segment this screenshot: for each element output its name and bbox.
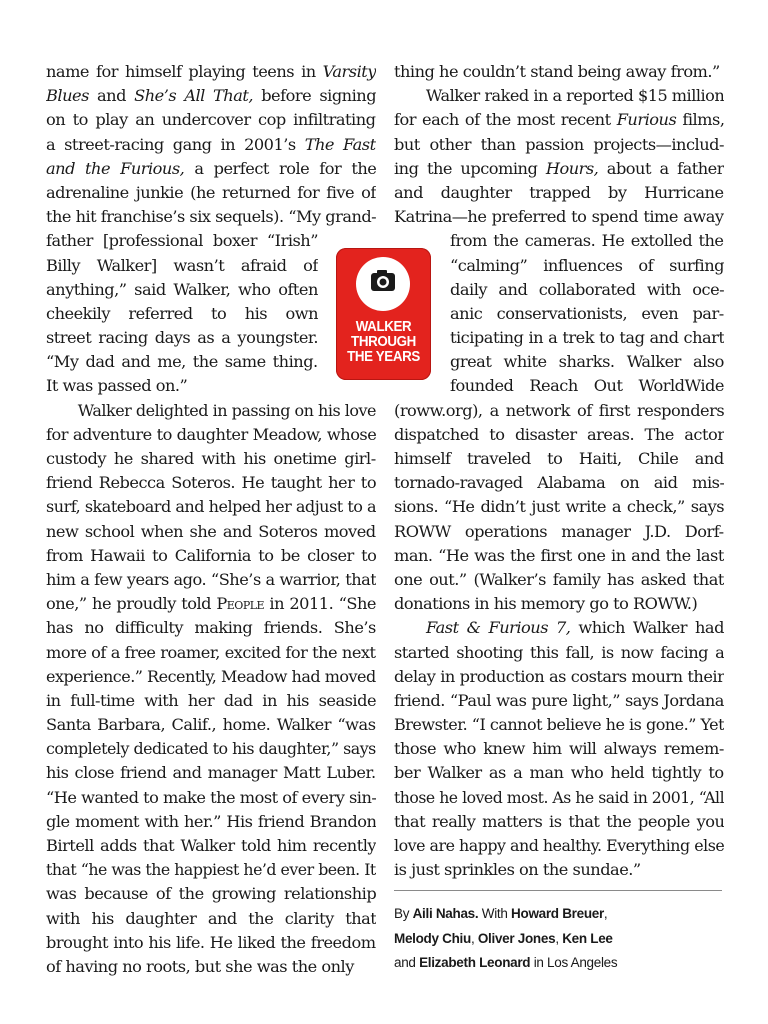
article-line: on to play an undercover cop infiltrating <box>46 110 376 130</box>
article-line: father [professional boxer “Irish” <box>46 231 318 251</box>
article-line: Birtell adds that Walker told him recently <box>46 836 376 855</box>
article-line: more of a free roamer, excited for the next <box>46 642 376 662</box>
article-line: Walker delighted in passing on his love <box>77 400 376 420</box>
article-line: delay in production as costars mourn their <box>394 666 724 686</box>
article-line: friend. “Paul was pure light,” says Jordana <box>394 690 724 710</box>
article-line: Brewster. “I cannot believe he is gone.” Yet <box>394 715 724 735</box>
article-line: for adventure to daughter Meadow, whose <box>46 424 376 444</box>
article-line: donations in his memory go to ROWW.) <box>394 594 698 614</box>
credits-contributor: Melody Chiu <box>394 930 471 946</box>
article-line: “He wanted to make the most of every sin- <box>46 787 376 807</box>
badge-line-2: THROUGH <box>351 334 416 350</box>
article-line: Walker raked in a reported $15 million <box>425 86 724 106</box>
credits-contributor: Howard Breuer <box>511 906 604 921</box>
badge-line-1: WALKER <box>355 319 412 335</box>
article-line: and the Furious, a perfect role for the <box>46 158 376 178</box>
article-line: anything,” said Walker, who often <box>46 279 318 299</box>
article-line: for each of the most recent Furious films, <box>394 110 724 130</box>
article-line: ber Walker as a man who held tightly to <box>394 763 724 783</box>
article-line: love are happy and healthy. Everything else <box>394 836 724 855</box>
article-line: (roww.org), a network of first responders <box>394 400 724 420</box>
article-line: anic conservationists, even par- <box>450 303 724 323</box>
article-line: that “he was the happiest he’d ever been. It <box>46 860 376 880</box>
article-line: name for himself playing teens in Varsity <box>46 62 376 81</box>
article-line: those he loved most. As he said in 2001, “All <box>394 787 724 807</box>
credits-contributor: Ken Lee <box>562 930 613 946</box>
credits-sep: , <box>603 906 608 921</box>
credits-sep: , <box>555 930 563 946</box>
article-line: ticipating in a trek to tag and chart <box>450 328 724 348</box>
credits-by: By <box>394 906 413 921</box>
article-line: daily and collaborated with oce- <box>450 279 724 299</box>
article-line: thing he couldn’t stand being away from.” <box>394 62 720 81</box>
credits-author: Aili Nahas. <box>412 906 479 921</box>
article-line: with his daughter and the clarity that <box>46 908 376 928</box>
article-line: dispatched to disaster areas. The actor <box>394 424 724 444</box>
article-line: It was passed on.” <box>46 376 188 396</box>
article-line: of having no roots, but she was the only <box>46 956 354 976</box>
article-line: tornado-ravaged Alabama on aid mis- <box>394 473 724 493</box>
article-line: and daughter trapped by Hurricane <box>394 182 724 202</box>
article-line: that really matters is that the people you <box>394 811 724 831</box>
credits-line-3 <box>394 951 724 976</box>
article-line: Fast & Furious 7, which Walker had <box>426 618 724 638</box>
article-line: new school when she and Soteros moved <box>46 521 376 541</box>
article-line: sions. “He didn’t just write a check,” says <box>394 497 724 517</box>
badge-label <box>340 320 427 365</box>
article-line: one out.” (Walker’s family has asked that <box>394 569 724 589</box>
article-line: gle moment with her.” His friend Brandon <box>46 811 376 831</box>
article-line: his close friend and manager Matt Luber. <box>46 763 376 783</box>
credits-divider <box>394 890 722 891</box>
walker-through-the-years-badge[interactable] <box>336 248 431 380</box>
article-line: ROWW operations manager J.D. Dorf- <box>394 521 724 541</box>
article-line: from Hawaii to California to be closer to <box>46 545 376 565</box>
credits-line-2 <box>394 927 724 952</box>
article-line: was because of the growing relationship <box>46 884 376 904</box>
article-line: in full-time with her dad in his seaside <box>46 690 376 710</box>
credits-and: and <box>394 955 420 970</box>
credits <box>394 902 724 976</box>
article-line: “calming” influences of surfing <box>450 255 724 275</box>
article-line: the hit franchise’s six sequels). “My grand- <box>46 207 376 227</box>
article-line: has no difficulty making friends. She’s <box>46 618 376 638</box>
credits-line-1 <box>394 902 724 927</box>
camera-icon <box>347 260 419 308</box>
article-line: one,” he proudly told People in 2011. “She <box>46 594 376 614</box>
article-line: those who knew him will always remem- <box>394 739 724 759</box>
article-line: Santa Barbara, Calif., home. Walker “was <box>46 715 376 735</box>
article-line: ing the upcoming Hours, about a father <box>394 158 724 178</box>
article-line: from the cameras. He extolled the <box>450 231 724 251</box>
left-column <box>46 60 376 979</box>
article-line: started shooting this fall, is now facing a <box>394 642 724 662</box>
credits-with: With <box>478 906 512 921</box>
article-line: a street-racing gang in 2001’s The Fast <box>46 134 376 154</box>
article-line: Billy Walker] wasn’t afraid of <box>46 255 318 275</box>
right-column <box>394 60 724 882</box>
article-line: great white sharks. Walker also <box>450 352 724 372</box>
credits-contributor: Oliver Jones <box>477 930 556 946</box>
article-line: Katrina—he preferred to spend time away <box>394 207 724 227</box>
article-line: street racing days as a youngster. <box>46 328 318 348</box>
article-line: is just sprinkles on the sundae.” <box>394 860 641 880</box>
article-line: founded Reach Out WorldWide <box>450 376 724 396</box>
badge-line-3: THE YEARS <box>347 349 420 365</box>
credits-location: in Los Angeles <box>530 955 618 970</box>
credits-contributor: Elizabeth Leonard <box>419 955 531 970</box>
article-line: friend Rebecca Soteros. He taught her to <box>46 473 376 493</box>
article-line: man. “He was the first one in and the last <box>394 545 724 565</box>
article-line: adrenaline junkie (he returned for five of <box>46 182 376 202</box>
article-line: but other than passion projects—includ- <box>394 134 724 154</box>
article-line: himself traveled to Haiti, Chile and <box>394 449 724 468</box>
article-line: cheekily referred to his own <box>46 303 318 323</box>
article-line: completely dedicated to his daughter,” says <box>46 739 376 759</box>
article-line: surf, skateboard and helped her adjust to a <box>46 497 376 517</box>
article-line: custody he shared with his onetime girl- <box>46 449 376 468</box>
article-line: brought into his life. He liked the freedom <box>46 932 376 952</box>
article-line: experience.” Recently, Meadow had moved <box>46 666 376 686</box>
article-line: “My dad and me, the same thing. <box>46 352 318 372</box>
article-line: Blues and She’s All That, before signing <box>46 86 376 106</box>
article-line: him a few years ago. “She’s a warrior, that <box>46 569 376 589</box>
credits-sep: , <box>470 930 478 946</box>
